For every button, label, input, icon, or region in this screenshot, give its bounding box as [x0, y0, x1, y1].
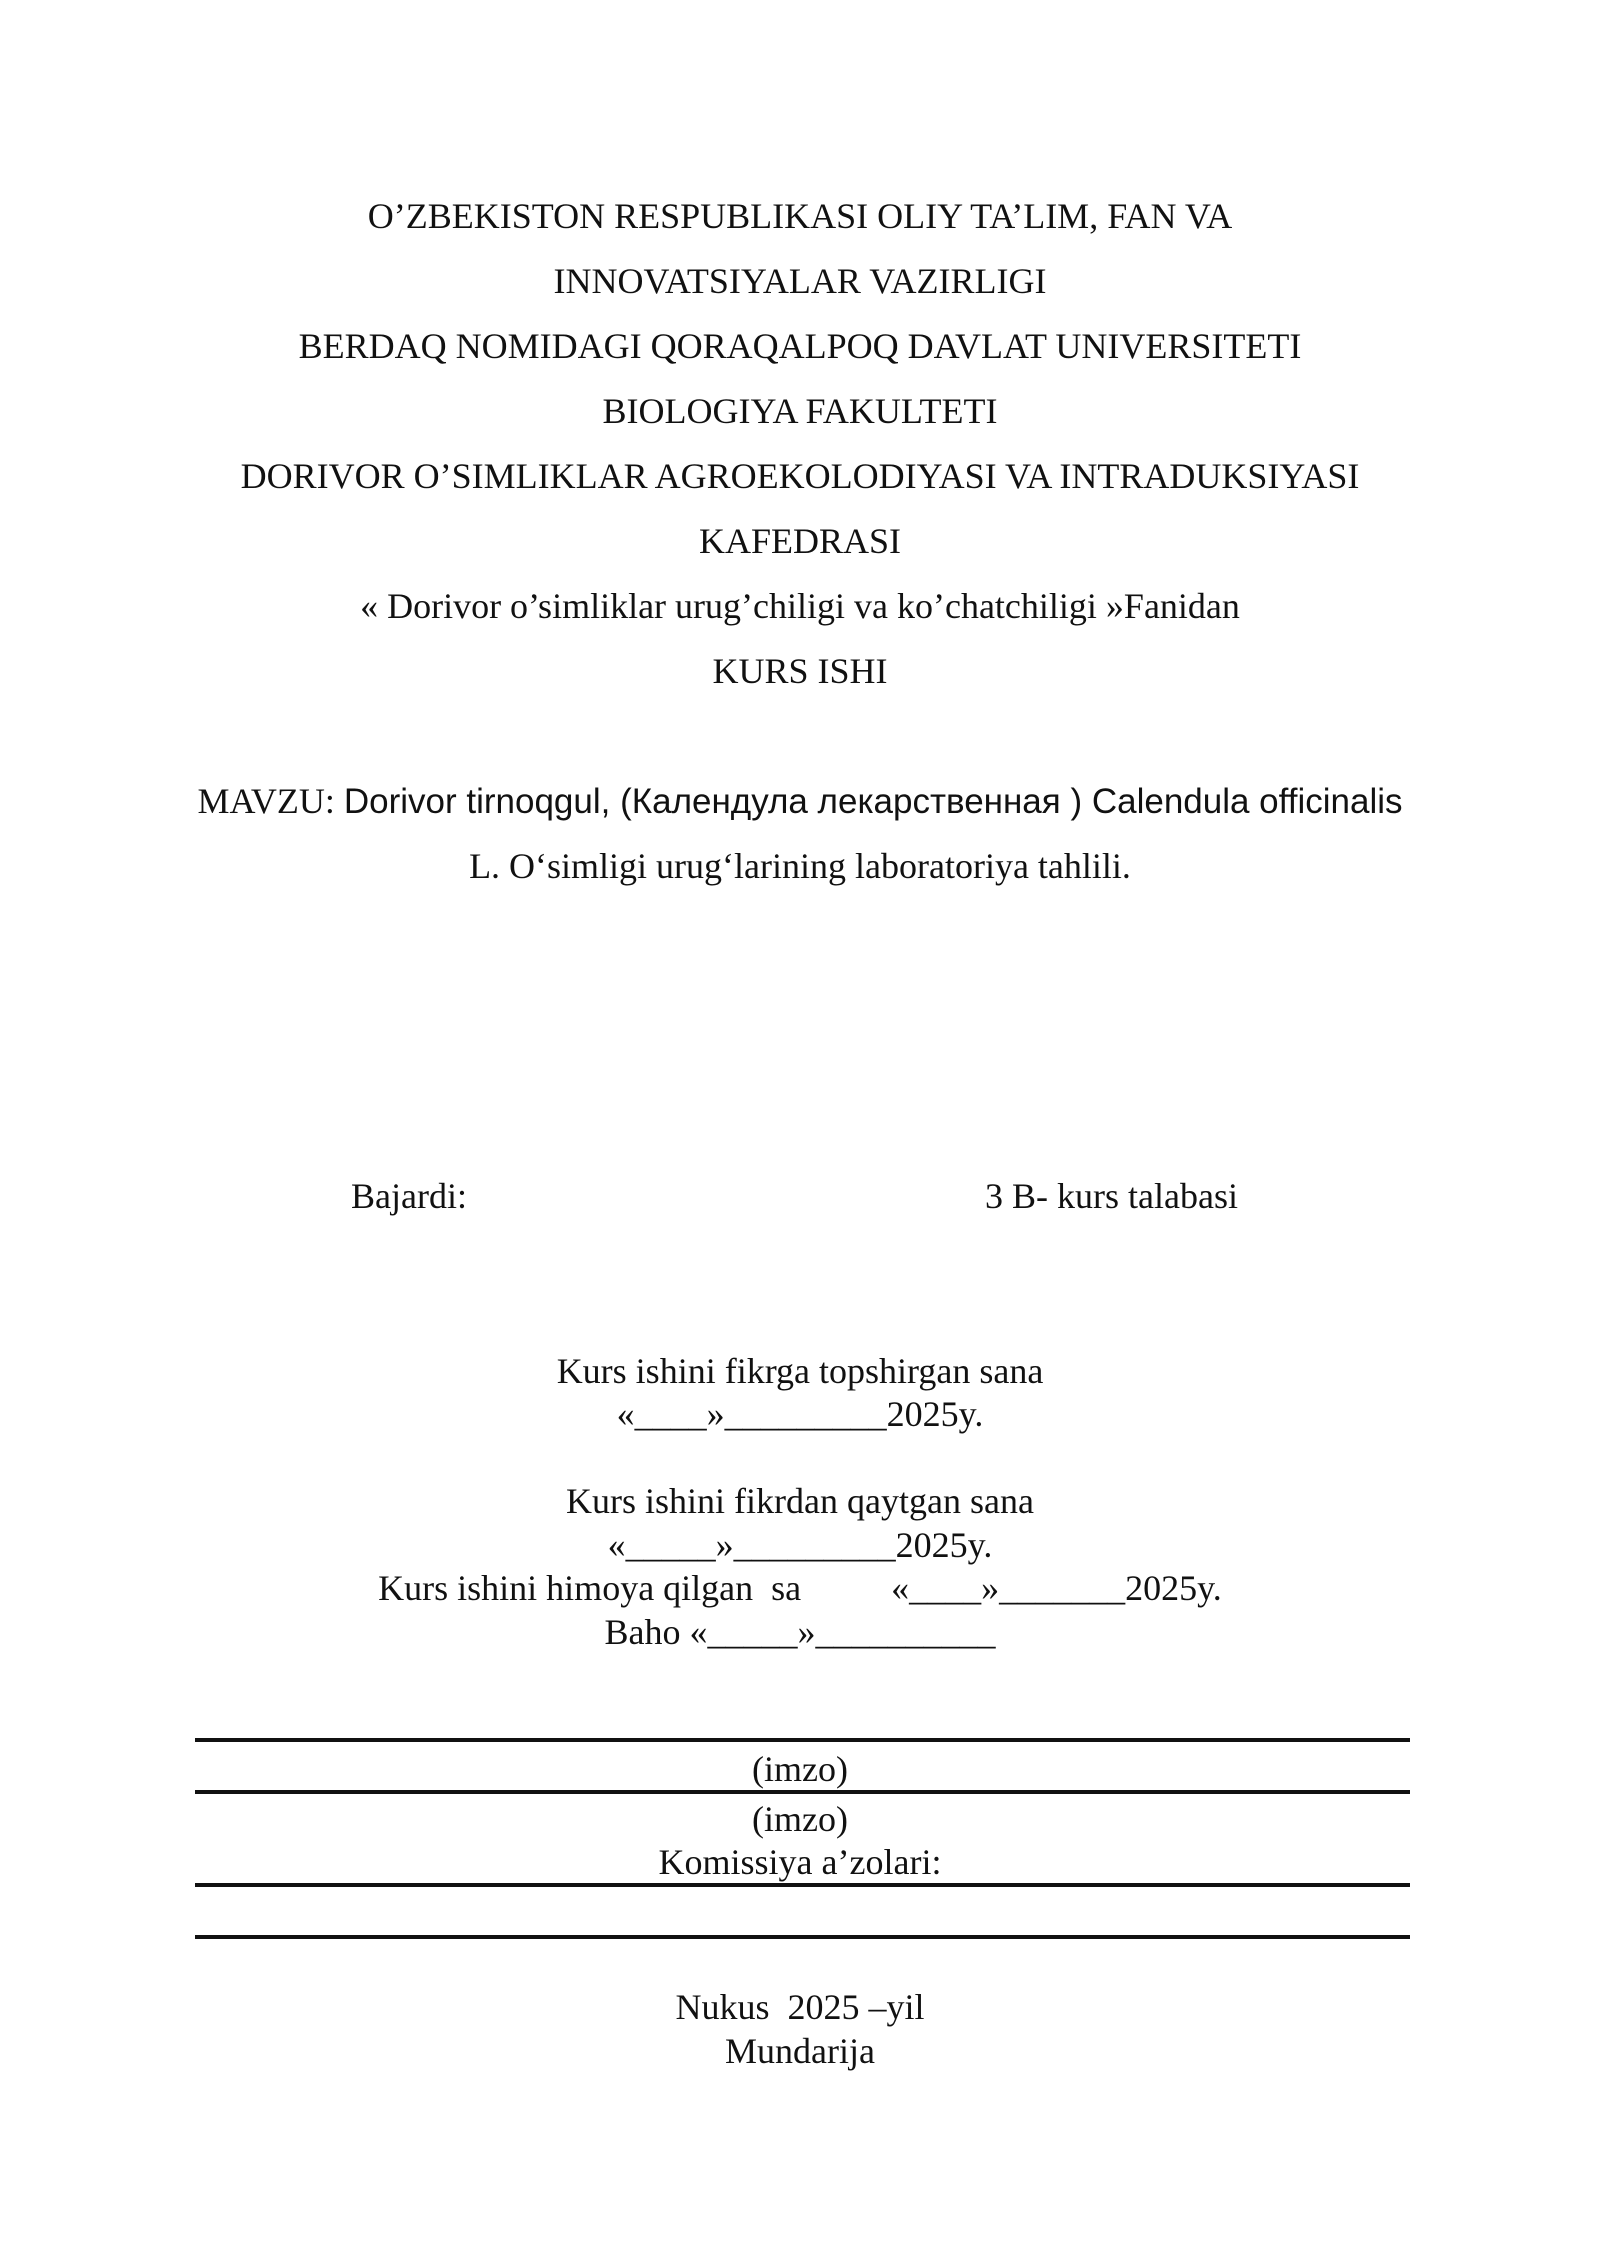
- contents-heading: Mundarija: [725, 2031, 875, 2071]
- faculty-name: BIOLOGIYA FAKULTETI: [602, 391, 998, 431]
- returned-date-blank: «_____»_________2025y.: [607, 1525, 993, 1565]
- place-year: Nukus 2025 –yil: [675, 1987, 925, 2027]
- signature-rule-4: [195, 1935, 1410, 1939]
- commission-label: Komissiya a’zolari:: [658, 1842, 942, 1882]
- university-name: BERDAQ NOMIDAGI QORAQALPOQ DAVLAT UNIVERSITETI: [298, 326, 1302, 366]
- topic-prefix: MAVZU:: [197, 781, 344, 821]
- department-line-2: KAFEDRASI: [698, 521, 902, 561]
- defended-date-label: Kurs ishini himoya qilgan sa: [378, 1568, 802, 1608]
- signature-rule-2: [195, 1790, 1410, 1794]
- topic-title: Dorivor tirnoqgul, (Календула лекарственная ) Calendula officinalis: [343, 782, 1403, 821]
- grade-line: Baho «_____»__________: [604, 1612, 996, 1652]
- signature-rule-3: [195, 1883, 1410, 1887]
- performer-value: 3 B- kurs talabasi: [985, 1176, 1238, 1216]
- signature-label-2: (imzo): [752, 1799, 848, 1839]
- submitted-date-label: Kurs ishini fikrga topshirgan sana: [556, 1351, 1044, 1391]
- work-type-title: KURS ISHI: [712, 651, 888, 691]
- signature-rule-1: [195, 1738, 1410, 1742]
- signature-label-1: (imzo): [752, 1749, 848, 1789]
- defended-date-row: [0, 1566, 1600, 1610]
- ministry-line-1: O’ZBEKISTON RESPUBLIKASI OLIY TA’LIM, FAN VA: [367, 196, 1233, 236]
- subject-line: « Dorivor o’simliklar urug’chiligi va ko’chatchiligi »Fanidan: [360, 586, 1240, 626]
- performer-label: Bajardi:: [351, 1176, 467, 1216]
- defended-date-blank: «____»_______2025y.: [891, 1568, 1222, 1608]
- topic-line-2: L. O‘simligi urug‘larining laboratoriya tahlili.: [469, 846, 1131, 886]
- returned-date-label: Kurs ishini fikrdan qaytgan sana: [566, 1481, 1034, 1521]
- topic-line-1: [0, 779, 1600, 824]
- ministry-line-2: INNOVATSIYALAR VAZIRLIGI: [553, 261, 1047, 301]
- department-line-1: DORIVOR O’SIMLIKLAR AGROEKOLODIYASI VA INTRADUKSIYASI: [240, 456, 1360, 496]
- defended-date-gap: [801, 1568, 891, 1608]
- submitted-date-blank: «____»_________2025y.: [616, 1394, 984, 1434]
